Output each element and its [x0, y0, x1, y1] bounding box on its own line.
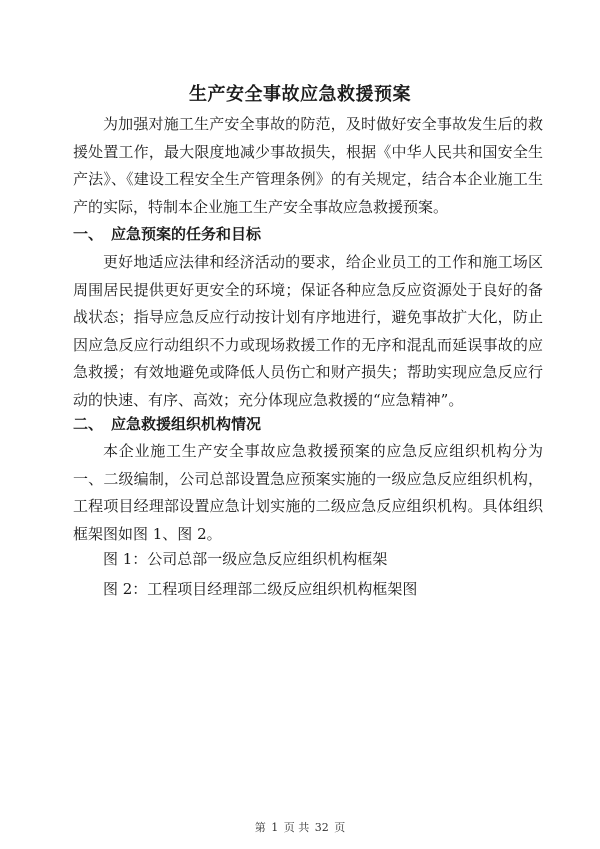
figure-caption-1: 图 1：公司总部一级应急反应组织机构框架: [103, 550, 388, 568]
intro-paragraph: 为加强对施工生产安全事故的防范，及时做好安全事故发生后的救援处置工作，最大限度地减少事故损失，根据《中华人民共和国安全生产法》、《建设工程安全生产管理条例》的有关规定，结合本企业施工生产的实际，特制本企业施工生产安全事故应急救援预案。: [73, 115, 543, 216]
section-heading-1: [73, 221, 543, 248]
footer-page-number: 1: [271, 821, 279, 834]
section-heading-2: [73, 411, 543, 438]
figure-caption-2: 图 2：工程项目经理部二级反应组织机构框架图: [103, 580, 418, 598]
page-footer: [0, 819, 600, 835]
footer-prefix: 第: [254, 821, 266, 834]
section-number: 一、: [73, 225, 104, 243]
section-body-2: 本企业施工生产安全事故应急救援预案的应急反应组织机构分为一、二级编制，公司总部设置急应预案实施的一级应急反应组织机构，工程项目经理部设置应急计划实施的二级应急反应组织机构。具体组织框架图如图 1、图 2。: [73, 442, 543, 543]
section-heading-text: 应急预案的任务和目标: [111, 225, 262, 243]
footer-total-pages: 32: [314, 821, 329, 834]
page-title: 生产安全事故应急救援预案: [189, 84, 411, 105]
section-number: 二、: [73, 415, 104, 433]
footer-suffix: 页: [334, 821, 346, 834]
section-body-1: 更好地适应法律和经济活动的要求，给企业员工的工作和施工场区周围居民提供更好更安全的环境；保证各种应急反应资源处于良好的备战状态；指导应急反应行动按计划有序地进行，避免事故扩大化，防止因应急反应行动组织不力或现场救援工作的无序和混乱而延误事故的应急救援；有效地避免或降低人员伤亡和财产损失；帮助实现应急反应行动的快速、有序、高效；充分体现应急救援的“应急精神”。: [73, 253, 543, 409]
section-heading-text: 应急救援组织机构情况: [111, 415, 262, 433]
footer-mid: 页 共: [283, 821, 310, 834]
